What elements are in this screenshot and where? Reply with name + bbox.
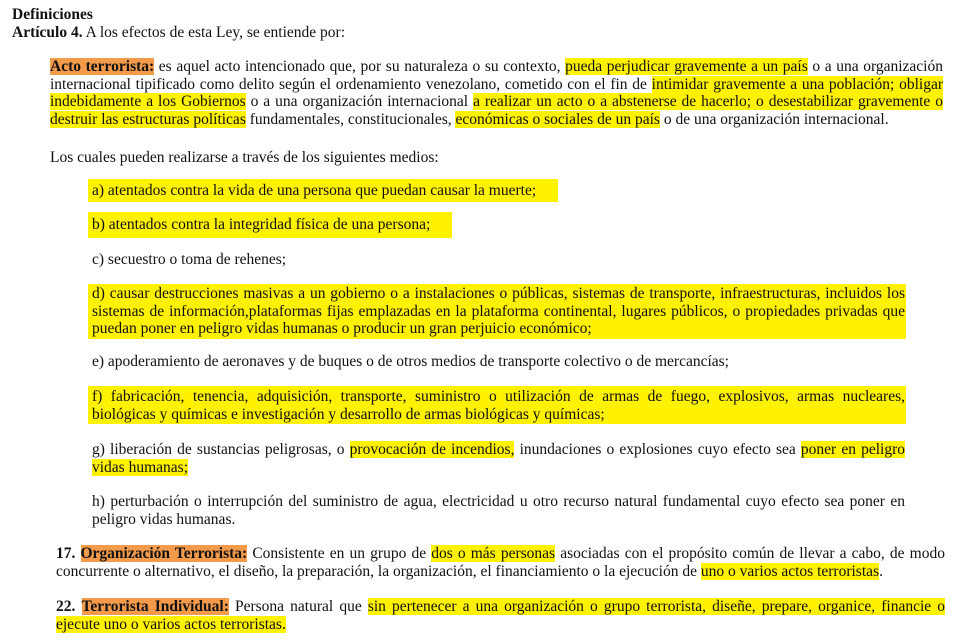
acto-text-5: o de una organización internacional.: [659, 110, 889, 128]
item-a-text: a) atentados contra la vida de una persona que puedan causar la muerte;: [92, 182, 537, 199]
item-g-text-2: inundaciones o explosiones cuyo efecto sea: [514, 441, 801, 458]
def-17-text-1: Consistente en un grupo de: [247, 545, 432, 562]
def-22-number: 22.: [56, 598, 76, 615]
acto-highlight-3: a realizar un acto o a abstenerse de hacerlo; o desestabilizar gravemente o destruir las estructuras políticas: [50, 93, 944, 128]
item-d-text: d) causar destrucciones masivas a un gobierno o a instalaciones o públicas, sistemas de transporte, infraestructuras, incluidos los sistemas de información,plataformas fijas emplazadas en la plataforma continental, lugares públicos, o propiedades privadas que puedan poner en peligro vidas humanas o producir un gran perjuicio económico;: [92, 285, 905, 337]
term-organizacion-terrorista: Organización Terrorista:: [80, 545, 248, 562]
acto-terrorista-paragraph: [50, 58, 943, 128]
item-a: [92, 182, 967, 200]
item-c: [92, 251, 967, 269]
item-b: [92, 216, 967, 234]
item-f-text: f) fabricación, tenencia, adquisición, transporte, suministro o utilización de armas de fuego, explosivos, armas nucleares, biológicas y químicas e investigación y desarrollo de armas biológicas y químicas;: [92, 388, 905, 423]
acto-highlight-4: económicas o sociales de un país: [455, 110, 660, 128]
item-g: [92, 441, 905, 476]
item-d: [92, 285, 905, 338]
def-17-text-3: .: [879, 562, 883, 580]
def-22-highlight-1: sin pertenecer a una organización o grupo terrorista, diseñe, prepare, organice, financie o ejecute uno o varios actos terroristas.: [56, 598, 946, 633]
def-17-number: 17.: [56, 545, 76, 562]
means-line: [50, 149, 967, 167]
definition-17: [56, 545, 945, 580]
acto-highlight-1: pueda perjudicar gravemente a un país: [565, 58, 808, 75]
item-h: [92, 493, 905, 528]
def-17-highlight-1: dos o más personas: [431, 545, 556, 562]
definition-22: [56, 598, 945, 633]
article-intro: A los efectos de esta Ley, se entiende por:: [82, 24, 346, 41]
item-h-text: h) perturbación o interrupción del suministro de agua, electricidad u otro recurso natural fundamental cuyo efecto sea poner en peligro vidas humanas.: [92, 493, 905, 528]
section-heading: [12, 6, 967, 24]
acto-text-2: o a una organización internacional tipificado como delito según el ordenamiento venezolano, cometido con el fin de: [50, 58, 943, 93]
def-17-highlight-2: uno o varios actos terroristas: [700, 562, 880, 580]
def-17-text-2: asociadas con el propósito común de llevar a cabo, de modo concurrente o alternativo, el diseño, la preparación, la organización, el financiamiento o la ejecución de: [56, 545, 945, 580]
term-terrorista-individual: Terrorista Individual:: [81, 598, 229, 615]
article-label: Artículo 4.: [12, 24, 83, 41]
article-line: [12, 24, 967, 42]
item-f: [92, 388, 905, 423]
item-g-highlight-2: poner en peligro vidas humanas;: [92, 441, 906, 476]
item-c-text: c) secuestro o toma de rehenes;: [92, 251, 287, 268]
item-g-text-1: g) liberación de sustancias peligrosas, o: [92, 441, 350, 458]
heading-text: Definiciones: [12, 6, 93, 23]
term-acto-terrorista: Acto terrorista:: [50, 58, 155, 75]
item-b-text: b) atentados contra la integridad física de una persona;: [92, 216, 431, 233]
item-e: [92, 353, 967, 371]
def-22-text-1: Persona natural que: [228, 598, 368, 615]
acto-text-4: fundamentales, constitucionales,: [245, 110, 456, 128]
means-text: Los cuales pueden realizarse a través de los siguientes medios:: [50, 149, 439, 166]
acto-text-3: o a una organización internacional: [245, 93, 474, 110]
item-g-highlight-1: provocación de incendios,: [349, 441, 515, 458]
item-e-text: e) apoderamiento de aeronaves y de buques o de otros medios de transporte colectivo o de mercancías;: [92, 353, 729, 370]
acto-highlight-2: intimidar gravemente a una población; obligar indebidamente a los Gobiernos: [50, 75, 943, 110]
acto-text-1: es aquel acto intencionado que, por su naturaleza o su contexto,: [154, 58, 566, 75]
